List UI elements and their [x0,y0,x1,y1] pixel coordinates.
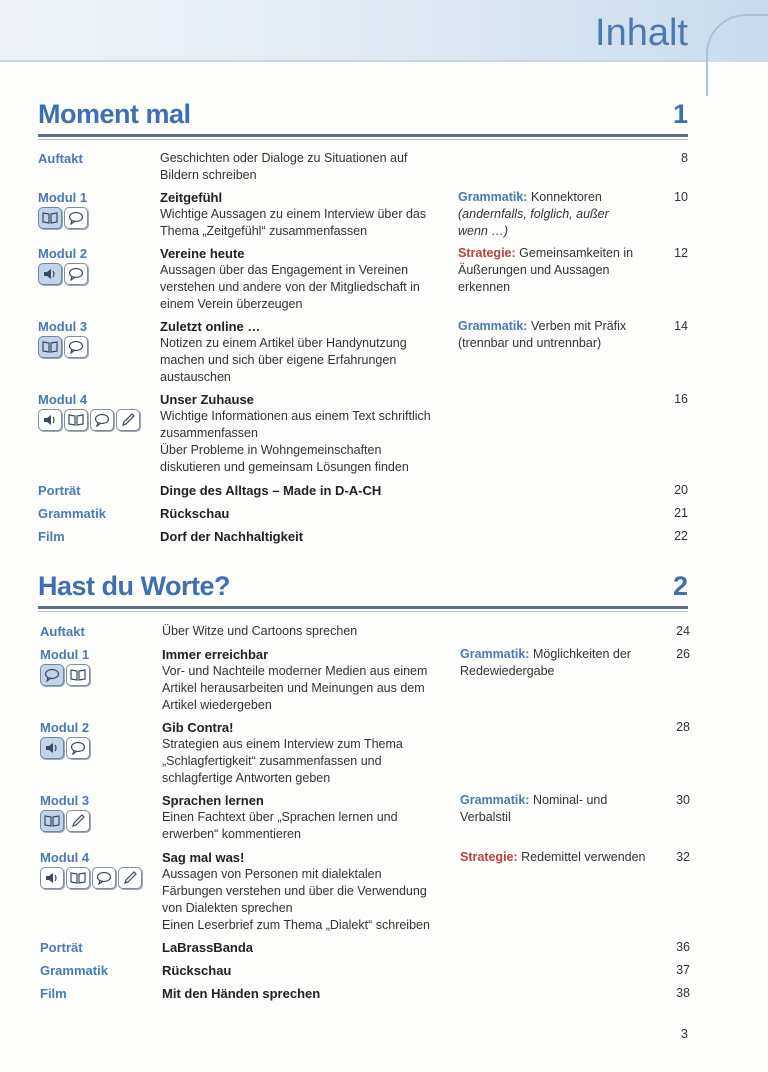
speaking-icon [64,336,88,358]
row-label: Film [38,529,65,544]
section-header [38,94,688,137]
row-desc: Einen Fachtext über „Sprachen lernen und [162,810,398,824]
row-desc: Einen Leserbrief zum Thema „Dialekt“ schreiben [162,918,430,932]
row-title: Gib Contra! [162,720,234,735]
section-header [38,566,688,609]
row-desc: Wichtige Informationen aus einem Text schriftlich [160,409,431,423]
speaking-icon [64,207,88,229]
section-2 [38,566,688,609]
row-label: Modul 3 [38,319,88,334]
listening-icon [40,737,64,759]
row-desc: Vor- und Nachteile moderner Medien aus einem [162,664,428,678]
section-title: Moment mal [38,99,191,129]
row-desc: Notizen zu einem Artikel über Handynutzung [160,336,407,350]
row-desc: Über Probleme in Wohngemeinschaften [160,443,382,457]
strategy-text: Redemittel verwenden [521,850,646,864]
row-page: 21 [674,506,688,520]
row-page: 32 [676,850,690,864]
skill-icons [38,207,88,229]
section-1 [38,94,688,137]
row-label: Modul 2 [40,720,90,735]
row-title: Unser Zuhause [160,392,254,407]
row-page: 8 [681,151,688,165]
row-page: 24 [676,624,690,638]
row-desc: erwerben“ kommentieren [162,827,301,841]
row-page: 26 [676,647,690,661]
row-strategy [460,849,650,866]
grammar-more: (trennbar und untrennbar) [458,336,602,350]
grammar-text: Möglichkeiten der [532,647,631,661]
writing-icon [116,409,140,431]
grammar-italic: wenn …) [458,224,509,238]
reading-icon [38,336,62,358]
row-page: 36 [676,940,690,954]
row-grammar [460,646,650,680]
row-desc: Strategien aus einem Interview zum Thema [162,737,403,751]
row-title: LaBrassBanda [162,940,254,955]
reading-icon [66,664,90,686]
row-label: Modul 1 [40,647,90,662]
strategy-text: Gemeinsamkeiten in [519,246,634,260]
row-desc: verstehen und andere von der Mitgliedschaft in [160,280,420,294]
row-grammar [460,792,650,826]
header-curve [706,14,768,96]
row-page: 28 [676,720,690,734]
grammar-text: Verben mit Präfix [530,319,627,333]
row-label: Grammatik [38,506,106,521]
row-page: 10 [674,190,688,204]
row-page: 12 [674,246,688,260]
skill-icons [40,664,90,686]
grammar-key: Grammatik: [460,647,530,661]
row-desc: einem Verein überzeugen [160,297,303,311]
row-title: Sag mal was! [162,850,245,865]
row-label: Auftakt [38,151,83,166]
speaking-icon [66,737,90,759]
row-desc: Artikel wiedergeben [162,698,272,712]
grammar-key: Grammatik: [458,190,528,204]
row-page: 20 [674,483,688,497]
row-title: Sprachen lernen [162,793,264,808]
row-page: 16 [674,392,688,406]
row-label: Modul 1 [38,190,88,205]
skill-icons [38,409,140,431]
row-desc: „Schlagfertigkeit“ zusammenfassen und [162,754,382,768]
row-label: Auftakt [40,624,85,639]
listening-icon [38,263,62,285]
row-desc: Artikel herausarbeiten und Meinungen aus dem [162,681,425,695]
listening-icon [40,867,64,889]
skill-icons [40,810,90,832]
speaking-icon [64,263,88,285]
grammar-key: Grammatik: [458,319,528,333]
row-title: Dinge des Alltags – Made in D-A-CH [160,483,382,498]
row-desc: Aussagen von Personen mit dialektalen [162,867,382,881]
reading-icon [40,810,64,832]
row-page: 37 [676,963,690,977]
row-desc: zusammenfassen [160,426,258,440]
writing-icon [118,867,142,889]
row-desc: Wichtige Aussagen zu einem Interview über das [160,207,427,221]
speaking-icon [92,867,116,889]
section-title: Hast du Worte? [38,571,231,601]
row-label: Modul 3 [40,793,90,808]
row-desc: Geschichten oder Dialoge zu Situationen auf [160,151,408,165]
row-desc: Bildern schreiben [160,168,257,182]
section-number: 1 [672,99,688,129]
row-desc: Aussagen über das Engagement in Vereinen [160,263,409,277]
page-number: 3 [680,1026,688,1041]
row-grammar [458,189,648,240]
speaking-icon [40,664,64,686]
row-page: 22 [674,529,688,543]
row-label: Grammatik [40,963,108,978]
row-title: Vereine heute [160,246,245,261]
grammar-more: Verbalstil [460,810,511,824]
page-title: Inhalt [595,12,688,54]
strategy-more: Äußerungen und Aussagen [458,263,610,277]
writing-icon [66,810,90,832]
grammar-key: Grammatik: [460,793,530,807]
row-title: Rückschau [162,963,232,978]
grammar-text: Konnektoren [530,190,602,204]
row-label: Modul 2 [38,246,88,261]
row-strategy [458,245,648,296]
strategy-key: Strategie: [458,246,516,260]
skill-icons [38,336,88,358]
reading-icon [64,409,88,431]
listening-icon [38,409,62,431]
skill-icons [40,737,90,759]
section-number: 2 [672,571,688,601]
grammar-more: Redewiedergabe [460,664,555,678]
strategy-key: Strategie: [460,850,518,864]
row-label: Film [40,986,67,1001]
row-desc: Thema „Zeitgefühl“ zusammenfassen [160,224,368,238]
row-title: Zeitgefühl [160,190,223,205]
row-label: Porträt [38,483,81,498]
row-title: Immer erreichbar [162,647,269,662]
grammar-text: Nominal- und [532,793,608,807]
strategy-more: erkennen [458,280,511,294]
skill-icons [38,263,88,285]
row-desc: diskutieren und gemeinsam Lösungen finden [160,460,409,474]
skill-icons [40,867,142,889]
row-page: 38 [676,986,690,1000]
row-grammar [458,318,648,352]
row-title: Rückschau [160,506,230,521]
row-label: Porträt [40,940,83,955]
row-title: Mit den Händen sprechen [162,986,321,1001]
row-desc: machen und sich über eigene Erfahrungen [160,353,397,367]
row-title: Dorf der Nachhaltigkeit [160,529,304,544]
speaking-icon [90,409,114,431]
row-desc: von Dialekten sprechen [162,901,293,915]
row-label: Modul 4 [38,392,88,407]
row-page: 30 [676,793,690,807]
row-page: 14 [674,319,688,333]
row-title: Zuletzt online … [160,319,261,334]
row-desc: Über Witze und Cartoons sprechen [162,624,358,638]
reading-icon [38,207,62,229]
row-desc: schlagfertige Antworten geben [162,771,331,785]
reading-icon [66,867,90,889]
row-desc: austauschen [160,370,231,384]
grammar-italic: (andernfalls, folglich, außer [458,207,609,221]
row-label: Modul 4 [40,850,90,865]
row-desc: Färbungen verstehen und über die Verwendung [162,884,427,898]
